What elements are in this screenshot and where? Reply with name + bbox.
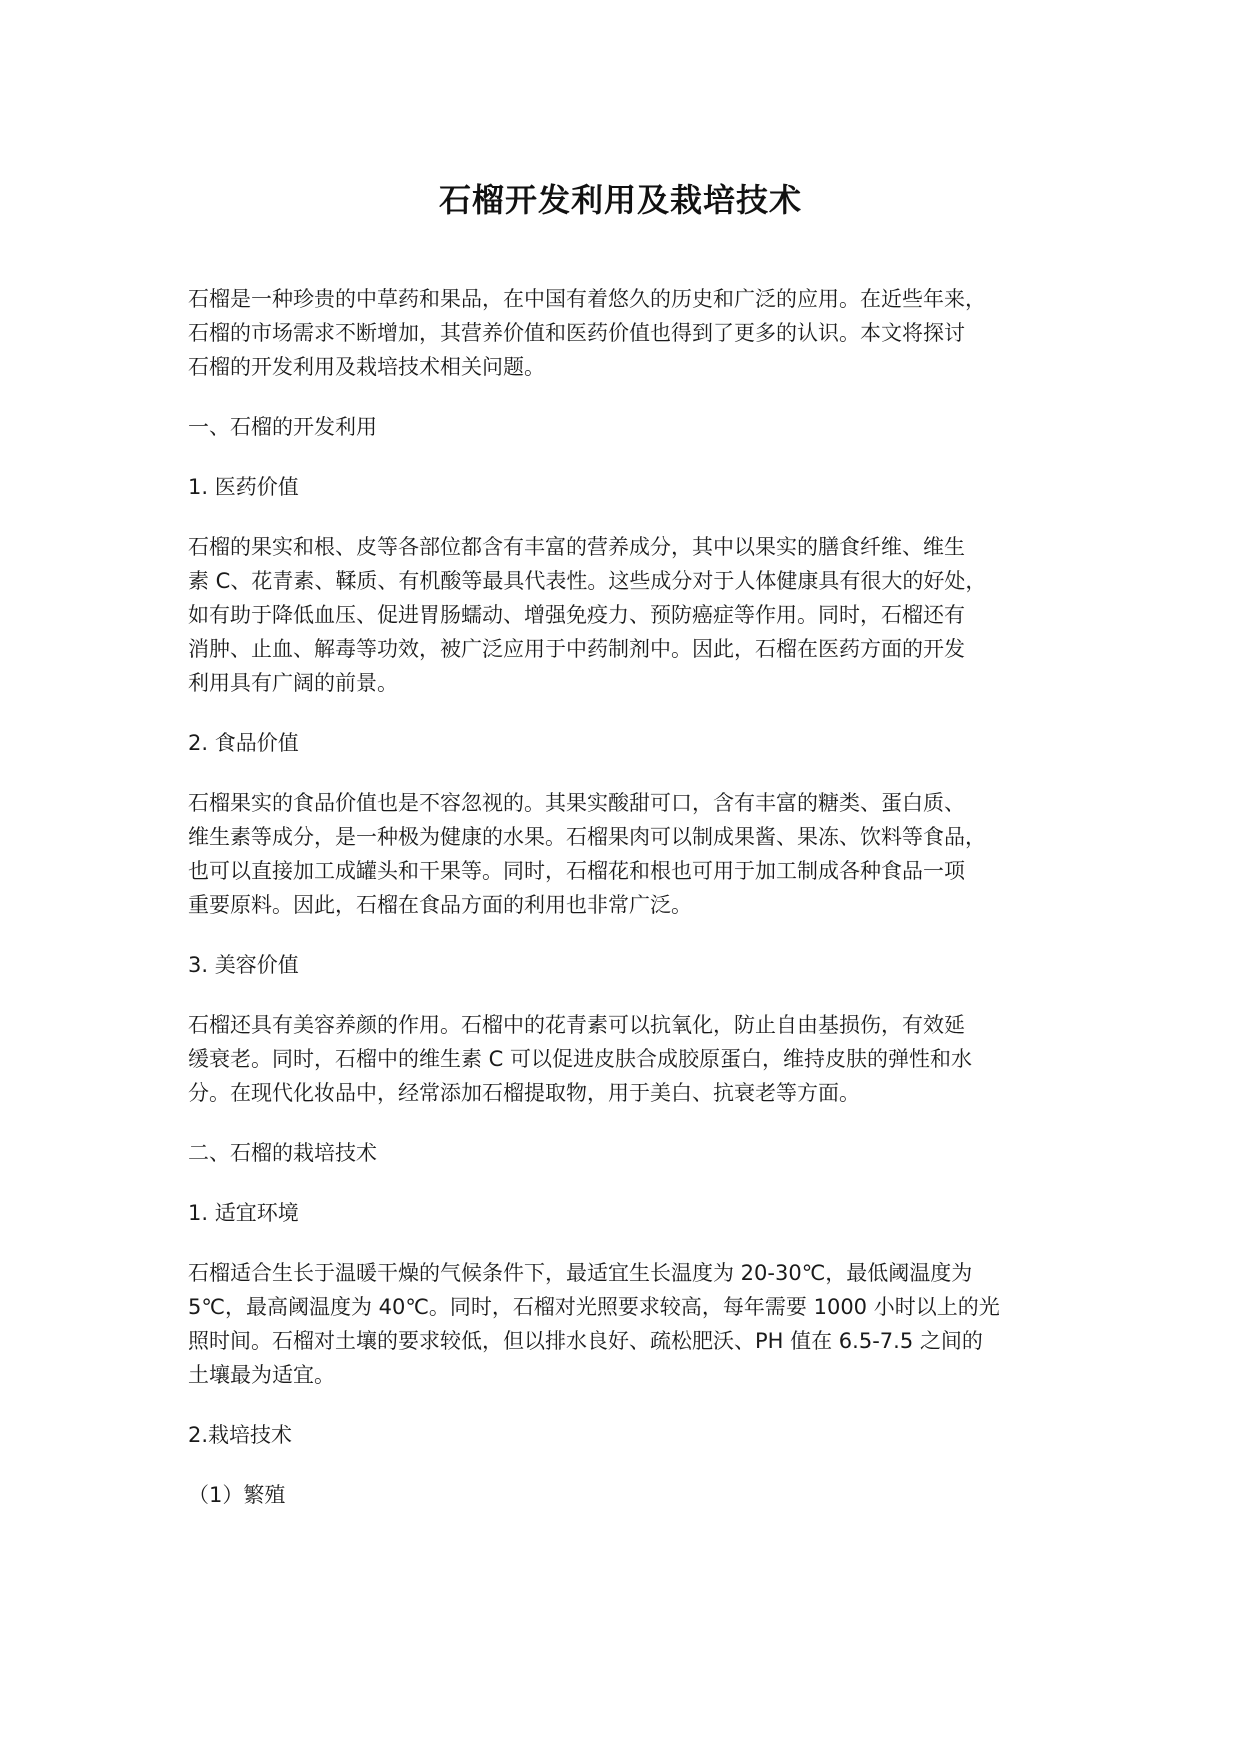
paragraph-line: 石榴的果实和根、皮等各部位都含有丰富的营养成分，其中以果实的膳食纤维、维生 [188,535,965,559]
beauty-value-paragraph [188,1008,1068,1110]
paragraph-line: 分。在现代化妆品中，经常添加石榴提取物，用于美白、抗衰老等方面。 [188,1081,860,1105]
paragraph-line: 石榴是一种珍贵的中草药和果品，在中国有着悠久的历史和广泛的应用。在近些年来， [188,287,986,311]
subheading-suitable-environment: 1. 适宜环境 [188,1201,299,1225]
paragraph-line: 石榴的开发利用及栽培技术相关问题。 [188,355,545,379]
food-value-paragraph [188,786,1068,922]
paragraph-line: 缓衰老。同时，石榴中的维生素 C 可以促进皮肤合成胶原蛋白，维持皮肤的弹性和水 [188,1047,973,1071]
paragraph-line: 石榴的市场需求不断增加，其营养价值和医药价值也得到了更多的认识。本文将探讨 [188,321,965,345]
paragraph-line: 石榴适合生长于温暖干燥的气候条件下，最适宜生长温度为 20-30℃，最低阈温度为 [188,1261,973,1285]
paragraph-line: 也可以直接加工成罐头和干果等。同时，石榴花和根也可用于加工制成各种食品一项 [188,859,965,883]
paragraph-line: 土壤最为适宜。 [188,1363,335,1387]
paragraph-line: 石榴还具有美容养颜的作用。石榴中的花青素可以抗氧化，防止自由基损伤，有效延 [188,1013,965,1037]
paragraph-line: 石榴果实的食品价值也是不容忽视的。其果实酸甜可口，含有丰富的糖类、蛋白质、 [188,791,965,815]
intro-paragraph [188,282,1068,384]
paragraph-line: 重要原料。因此，石榴在食品方面的利用也非常广泛。 [188,893,692,917]
paragraph-line: 照时间。石榴对土壤的要求较低，但以排水良好、疏松肥沃、PH 值在 6.5-7.5 之间的 [188,1329,983,1353]
section-heading-cultivation: 二、石榴的栽培技术 [188,1141,377,1165]
subheading-cultivation-technique: 2.栽培技术 [188,1423,293,1447]
document-title: 石榴开发利用及栽培技术 [438,181,802,219]
medical-value-paragraph [188,530,1068,700]
subheading-beauty-value: 3. 美容价值 [188,953,299,977]
subheading-propagation: （1）繁殖 [188,1483,286,1507]
environment-paragraph [188,1256,1068,1392]
subheading-medical-value: 1. 医药价值 [188,475,299,499]
paragraph-line: 利用具有广阔的前景。 [188,671,398,695]
paragraph-line: 如有助于降低血压、促进胃肠蠕动、增强免疫力、预防癌症等作用。同时，石榴还有 [188,603,965,627]
subheading-food-value: 2. 食品价值 [188,731,299,755]
paragraph-line: 素 C、花青素、鞣质、有机酸等最具代表性。这些成分对于人体健康具有很大的好处， [188,569,987,593]
paragraph-line: 维生素等成分，是一种极为健康的水果。石榴果肉可以制成果酱、果冻、饮料等食品， [188,825,986,849]
document-body [188,282,1068,1538]
paragraph-line: 5℃，最高阈温度为 40℃。同时，石榴对光照要求较高，每年需要 1000 小时以上的光 [188,1295,1000,1319]
section-heading-development: 一、石榴的开发利用 [188,415,377,439]
paragraph-line: 消肿、止血、解毒等功效，被广泛应用于中药制剂中。因此，石榴在医药方面的开发 [188,637,965,661]
